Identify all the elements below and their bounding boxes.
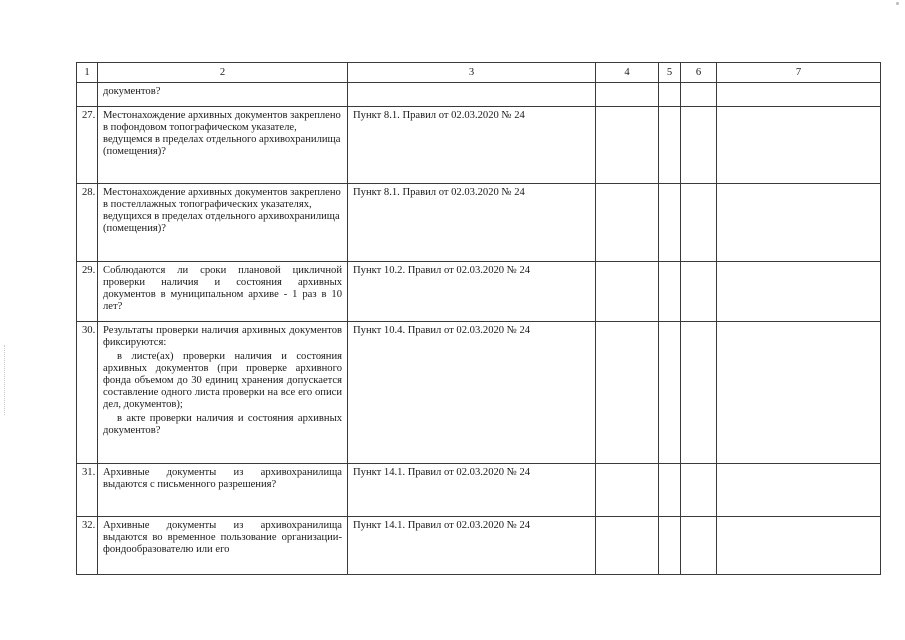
table-row (77, 322, 881, 464)
answer-cell-4 (596, 322, 659, 464)
answer-cell-4 (596, 107, 659, 184)
answer-cell-4 (596, 83, 659, 107)
row-number: 32. (77, 517, 98, 575)
row-number: 29. (77, 262, 98, 322)
checklist-table (76, 62, 881, 575)
row-number: 27. (77, 107, 98, 184)
question-text: Местонахождение архивных документов закреплено в постеллажных топографических указателях, ведущихся в пределах отдельного архивохранилища (помещения)? (103, 187, 341, 234)
answer-cell-6 (681, 322, 717, 464)
reference-cell: Пункт 10.2. Правил от 02.03.2020 № 24 (348, 262, 596, 322)
header-cell-2: 2 (98, 63, 348, 83)
answer-cell-7 (717, 107, 881, 184)
answer-cell-7 (717, 83, 881, 107)
answer-cell-6 (681, 83, 717, 107)
answer-cell-7 (717, 262, 881, 322)
header-cell-4: 4 (596, 63, 659, 83)
header-row (77, 63, 881, 83)
question-text: Местонахождение архивных документов закреплено в пофондовом топографическом указателе, ведущемся в пределах отдельного архивохранилища (помещения)? (103, 110, 341, 157)
question-text: Соблюдаются ли сроки плановой цикличной проверки наличия и состояния архивных документов в муниципальном архиве - 1 раз в 10 лет? (103, 265, 342, 312)
question-text: в акте проверки наличия и состояния архивных документов? (103, 413, 342, 436)
header-cell-3: 3 (348, 63, 596, 83)
answer-cell-4 (596, 184, 659, 262)
table-row (77, 83, 881, 107)
question-cell (98, 517, 348, 575)
header-cell-6: 6 (681, 63, 717, 83)
reference-cell: Пункт 8.1. Правил от 02.03.2020 № 24 (348, 184, 596, 262)
row-number: 30. (77, 322, 98, 464)
reference-cell: Пункт 10.4. Правил от 02.03.2020 № 24 (348, 322, 596, 464)
answer-cell-6 (681, 107, 717, 184)
answer-cell-5 (659, 184, 681, 262)
question-cell (98, 464, 348, 517)
question-text: документов? (103, 86, 161, 97)
question-text: Архивные документы из архивохранилища выдаются с письменного разрешения? (103, 467, 342, 490)
table-row (77, 517, 881, 575)
question-cell (98, 184, 348, 262)
reference-cell (348, 83, 596, 107)
header-cell-5: 5 (659, 63, 681, 83)
answer-cell-7 (717, 322, 881, 464)
table-row (77, 464, 881, 517)
header-cell-1: 1 (77, 63, 98, 83)
answer-cell-7 (717, 517, 881, 575)
question-cell (98, 83, 348, 107)
answer-cell-6 (681, 262, 717, 322)
reference-cell: Пункт 8.1. Правил от 02.03.2020 № 24 (348, 107, 596, 184)
reference-cell: Пункт 14.1. Правил от 02.03.2020 № 24 (348, 517, 596, 575)
answer-cell-5 (659, 322, 681, 464)
answer-cell-7 (717, 464, 881, 517)
answer-cell-4 (596, 262, 659, 322)
row-number: 31. (77, 464, 98, 517)
scan-dot (896, 2, 899, 5)
question-text: Результаты проверки наличия архивных документов фиксируются: (103, 325, 342, 348)
answer-cell-6 (681, 517, 717, 575)
header-cell-7: 7 (717, 63, 881, 83)
question-text: Архивные документы из архивохранилища выдаются во временное пользование организации-фондообразователю или его (103, 520, 342, 555)
question-cell (98, 107, 348, 184)
answer-cell-5 (659, 83, 681, 107)
table-row (77, 184, 881, 262)
answer-cell-4 (596, 464, 659, 517)
answer-cell-5 (659, 107, 681, 184)
table-row (77, 107, 881, 184)
question-text: в листе(ах) проверки наличия и состояния архивных документов (при проверке архивного фонда объемом до 30 единиц хранения допускается составление одного листа проверки на все его описи дел, документов); (103, 351, 342, 410)
answer-cell-5 (659, 464, 681, 517)
answer-cell-5 (659, 517, 681, 575)
row-number (77, 83, 98, 107)
table-row (77, 262, 881, 322)
answer-cell-6 (681, 464, 717, 517)
question-cell (98, 322, 348, 464)
answer-cell-4 (596, 517, 659, 575)
row-number: 28. (77, 184, 98, 262)
answer-cell-6 (681, 184, 717, 262)
question-cell (98, 262, 348, 322)
scan-edge-mark (4, 345, 6, 415)
reference-cell: Пункт 14.1. Правил от 02.03.2020 № 24 (348, 464, 596, 517)
answer-cell-7 (717, 184, 881, 262)
answer-cell-5 (659, 262, 681, 322)
